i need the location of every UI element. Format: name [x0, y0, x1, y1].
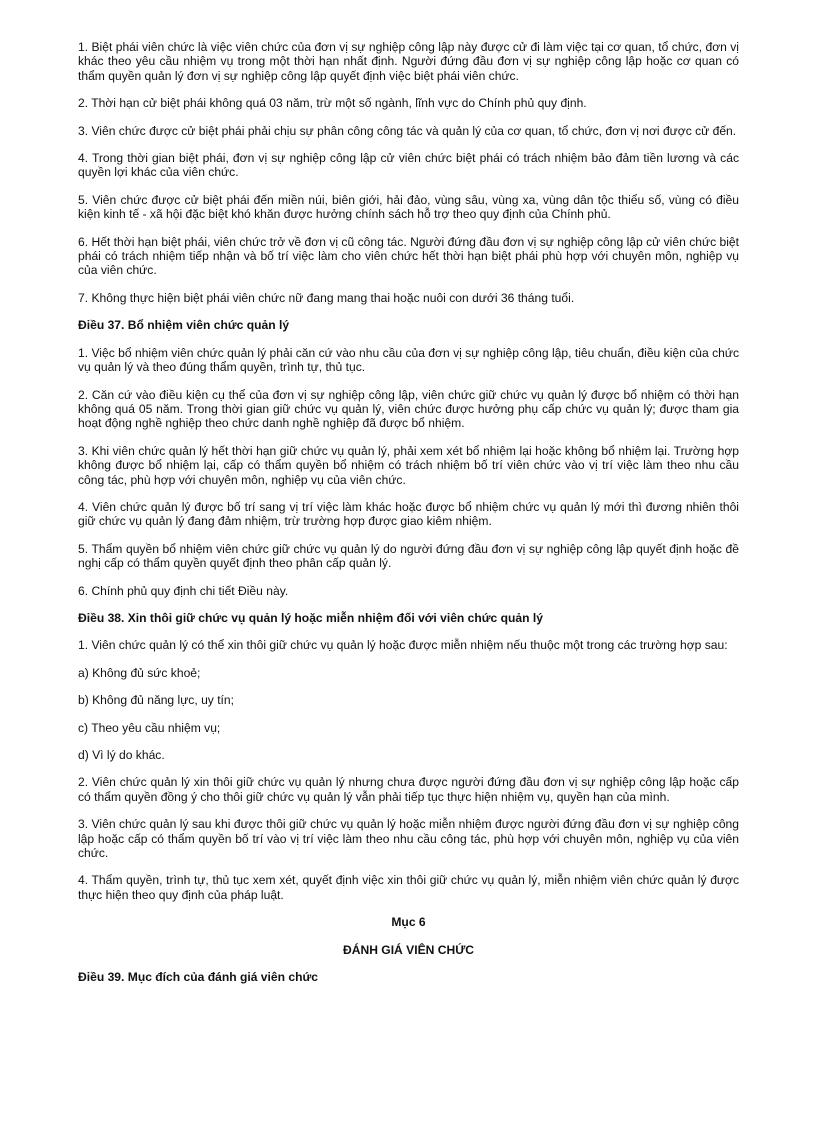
para-dieu38-k1: 1. Viên chức quản lý có thể xin thôi giữ chức vụ quản lý hoặc được miễn nhiệm nếu thuộc một trong các trường hợp sau:: [78, 638, 728, 653]
heading-dieu37: Điều 37. Bổ nhiệm viên chức quản lý: [78, 318, 290, 333]
para-dieu36-k1: 1. Biệt phái viên chức là việc viên chức của đơn vị sự nghiệp công lập này được cử đi làm việc tại cơ quan, tổ chức, đơn vị khác theo yêu cầu nhiệm vụ trong một thời hạn nhất định. Người đứng đầu đơn vị sự nghiệp công lập hoặc cơ quan có thẩm quyền quản lý đơn vị sự nghiệp công lập quyết định việc biệt phái viên chức.: [78, 40, 739, 83]
section-muc6-label: Mục 6: [391, 915, 426, 930]
para-dieu36-k4: 4. Trong thời gian biệt phái, đơn vị sự nghiệp công lập cử viên chức biệt phái có trách nhiệm bảo đảm tiền lương và các quyền lợi khác của viên chức.: [78, 151, 739, 180]
para-dieu37-k6: 6. Chính phủ quy định chi tiết Điều này.: [78, 583, 289, 598]
document-page: [78, 40, 739, 997]
para-dieu36-k7: 7. Không thực hiện biệt phái viên chức nữ đang mang thai hoặc nuôi con dưới 36 tháng tuổi.: [78, 290, 575, 305]
para-dieu36-k3: 3. Viên chức được cử biệt phái phải chịu sự phân công công tác và quản lý của cơ quan, tổ chức, đơn vị nơi được cử đến.: [78, 123, 737, 138]
para-dieu36-k5: 5. Viên chức được cử biệt phái đến miền núi, biên giới, hải đảo, vùng sâu, vùng xa, vùng dân tộc thiểu số, vùng có điều kiện kinh tế - xã hội đặc biệt khó khăn được hưởng chính sách hỗ trợ theo quy định của Chính phủ.: [78, 192, 739, 222]
heading-dieu39: Điều 39. Mục đích của đánh giá viên chức: [78, 970, 318, 985]
para-dieu38-k1c: c) Theo yêu cầu nhiệm vụ;: [78, 720, 221, 735]
para-dieu38-k3: 3. Viên chức quản lý sau khi được thôi giữ chức vụ quản lý hoặc miễn nhiệm được người đứng đầu đơn vị sự nghiệp công lập hoặc cấp có thẩm quyền bố trí vào vị trí việc làm theo nhu cầu công tác, phù hợp với chuyên môn, nghiệp vụ của viên chức.: [78, 817, 739, 861]
para-dieu38-k4: 4. Thẩm quyền, trình tự, thủ tục xem xét, quyết định việc xin thôi giữ chức vụ quản lý, miễn nhiệm viên chức quản lý được thực hiện theo quy định của pháp luật.: [78, 873, 739, 902]
para-dieu37-k1: 1. Việc bổ nhiệm viên chức quản lý phải căn cứ vào nhu cầu của đơn vị sự nghiệp công lập, tiêu chuẩn, điều kiện của chức vụ quản lý và theo đúng thẩm quyền, trình tự, thủ tục.: [78, 345, 739, 375]
para-dieu36-k6: 6. Hết thời hạn biệt phái, viên chức trở về đơn vị cũ công tác. Người đứng đầu đơn vị sự nghiệp công lập cử viên chức biệt phái có trách nhiệm tiếp nhận và bố trí việc làm cho viên chức hết thời hạn biệt phái phù hợp với chuyên môn, nghiệp vụ của viên chức.: [78, 234, 739, 278]
section-muc6-title: ĐÁNH GIÁ VIÊN CHỨC: [343, 942, 474, 957]
para-dieu36-k2: 2. Thời hạn cử biệt phái không quá 03 năm, trừ một số ngành, lĩnh vực do Chính phủ quy định.: [78, 96, 587, 111]
para-dieu38-k1b: b) Không đủ năng lực, uy tín;: [78, 693, 235, 708]
para-dieu38-k2: 2. Viên chức quản lý xin thôi giữ chức vụ quản lý nhưng chưa được người đứng đầu đơn vị sự nghiệp công lập hoặc cấp có thẩm quyền đồng ý cho thôi giữ chức vụ quản lý vẫn phải tiếp tục thực hiện nhiệm vụ, quyền hạn của mình.: [78, 775, 739, 804]
heading-dieu38: Điều 38. Xin thôi giữ chức vụ quản lý hoặc miễn nhiệm đối với viên chức quản lý: [78, 610, 543, 625]
para-dieu37-k5: 5. Thẩm quyền bổ nhiệm viên chức giữ chức vụ quản lý do người đứng đầu đơn vị sự nghiệp công lập quyết định hoặc đề nghị cấp có thẩm quyền quyết định theo phân cấp quản lý.: [78, 541, 739, 571]
para-dieu37-k3: 3. Khi viên chức quản lý hết thời hạn giữ chức vụ quản lý, phải xem xét bổ nhiệm lại hoặc không bổ nhiệm lại. Trường hợp không được bổ nhiệm lại, cấp có thẩm quyền bổ nhiệm có trách nhiệm bố trí viên chức vào vị trí việc làm theo nhu cầu công tác, phù hợp với chuyên môn, nghiệp vụ của viên chức.: [78, 443, 739, 487]
para-dieu38-k1d: d) Vì lý do khác.: [78, 748, 165, 762]
para-dieu37-k2: 2. Căn cứ vào điều kiện cụ thể của đơn vị sự nghiệp công lập, viên chức giữ chức vụ quản lý được bổ nhiệm có thời hạn không quá 05 năm. Trong thời gian giữ chức vụ quản lý, viên chức được hưởng phụ cấp chức vụ quản lý; được tham gia hoạt động nghề nghiệp theo chức danh nghề nghiệp đã được bổ nhiệm.: [78, 387, 739, 431]
para-dieu37-k4: 4. Viên chức quản lý được bố trí sang vị trí việc làm khác hoặc được bổ nhiệm chức vụ quản lý mới thì đương nhiên thôi giữ chức vụ quản lý đang đảm nhiệm, trừ trường hợp được giao kiêm nhiệm.: [78, 499, 739, 529]
para-dieu38-k1a: a) Không đủ sức khoẻ;: [78, 665, 201, 680]
